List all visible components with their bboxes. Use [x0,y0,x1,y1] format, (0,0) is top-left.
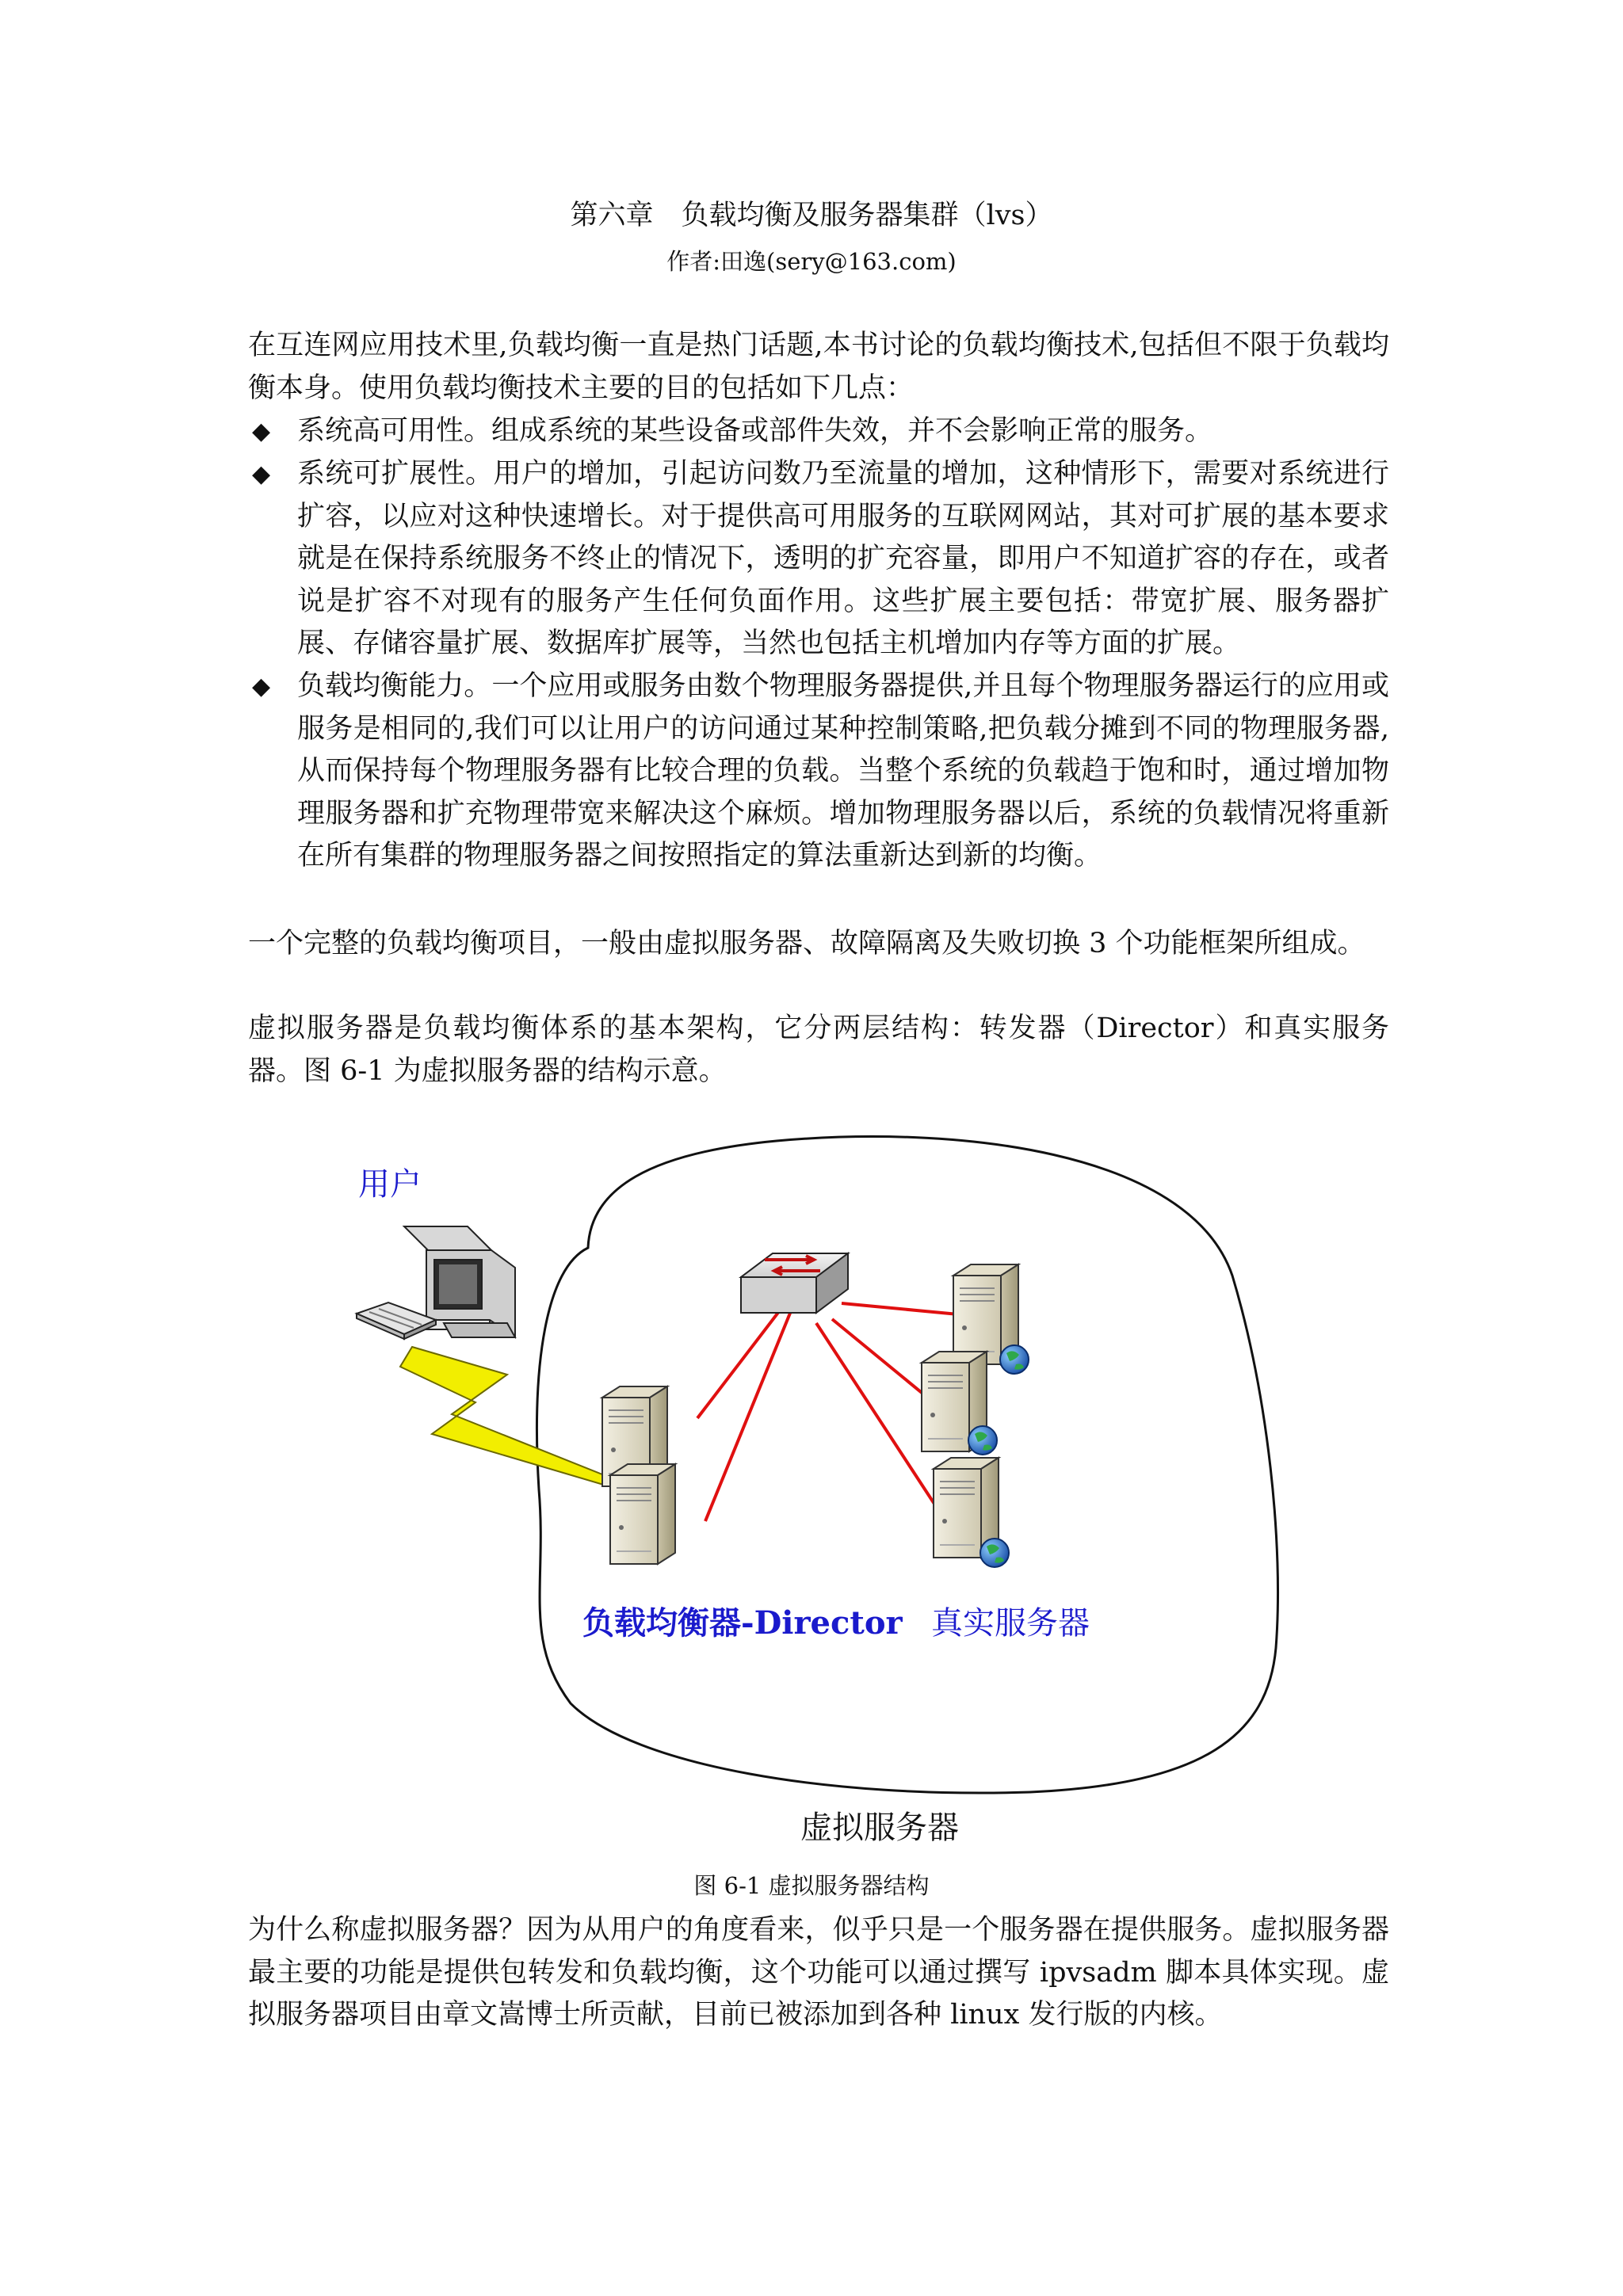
user-label: 用户 [358,1166,422,1203]
bullet-text: 系统可扩展性。用户的增加，引起访问数乃至流量的增加，这种情形下，需要对系统进行扩容，以应对这种快速增长。对于提供高可用服务的互联网网站，其对可扩展的基本要求就是在保持系统服务不终止的情况下，透明的扩充容量，即用户不知道扩容的存在，或者说是扩容不对现有的服务产生任何负面作用。这些扩展主要包括：带宽扩展、服务器扩展、存储容量扩展、数据库扩展等，当然也包括主机增加内存等方面的扩展。 [297,458,1389,660]
intro-paragraph: 在互连网应用技术里,负载均衡一直是热门话题,本书讨论的负载均衡技术,包括但不限于负载均衡本身。使用负载均衡技术主要的目的包括如下几点： [248,330,1389,404]
virtual-server-paragraph: 虚拟服务器是负载均衡体系的基本架构，它分两层结构：转发器（Director）和真实服务器。图 6-1 为虚拟服务器的结构示意。 [248,1013,1389,1087]
bullet-text: 负载均衡能力。一个应用或服务由数个物理服务器提供,并且每个物理服务器运行的应用或服务是相同的,我们可以让用户的访问通过某种控制策略,把负载分摊到不同的物理服务器,从而保持每个物理服务器有比较合理的负载。当整个系统的负载趋于饱和时，通过增加物理服务器和扩充物理带宽来解决这个麻烦。增加物理服务器以后，系统的负载情况将重新在所有集群的物理服务器之间按照指定的算法重新达到新的均衡。 [297,670,1389,872]
author-line: 作者:田逸(sery@163.com) [666,248,957,275]
cloud-label: 虚拟服务器 [800,1810,959,1846]
director-server-icon [610,1464,675,1564]
bullet-text: 系统高可用性。组成系统的某些设备或部件失效，并不会影响正常的服务。 [297,415,1213,447]
framework-paragraph: 一个完整的负载均衡项目，一般由虚拟服务器、故障隔离及失败切换 3 个功能框架所组成。 [248,928,1365,959]
diamond-bullet-icon: ◆ [252,460,271,488]
user-computer-icon [357,1226,515,1339]
director-label: 负载均衡器-Director [582,1604,903,1642]
diamond-bullet-icon: ◆ [252,673,271,700]
figure-caption: 图 6-1 虚拟服务器结构 [693,1872,930,1899]
real-server-icon [922,1352,997,1455]
real-servers-label: 真实服务器 [931,1605,1090,1642]
lightning-bolt-icon [400,1347,610,1486]
real-server-icon [934,1458,1009,1567]
chapter-title: 第六章 负载均衡及服务器集群（lvs） [570,200,1053,231]
closing-paragraph: 为什么称虚拟服务器？因为从用户的角度看来，似乎只是一个服务器在提供服务。虚拟服务器最主要的功能是提供包转发和负载均衡，这个功能可以通过撰写 ipvsadm 脚本具体实现。虚拟服务器项目由章文嵩博士所贡献，目前已被添加到各种 linux 发行版的内核。 [248,1914,1389,2031]
diamond-bullet-icon: ◆ [252,418,271,445]
network-switch-icon [741,1253,848,1313]
